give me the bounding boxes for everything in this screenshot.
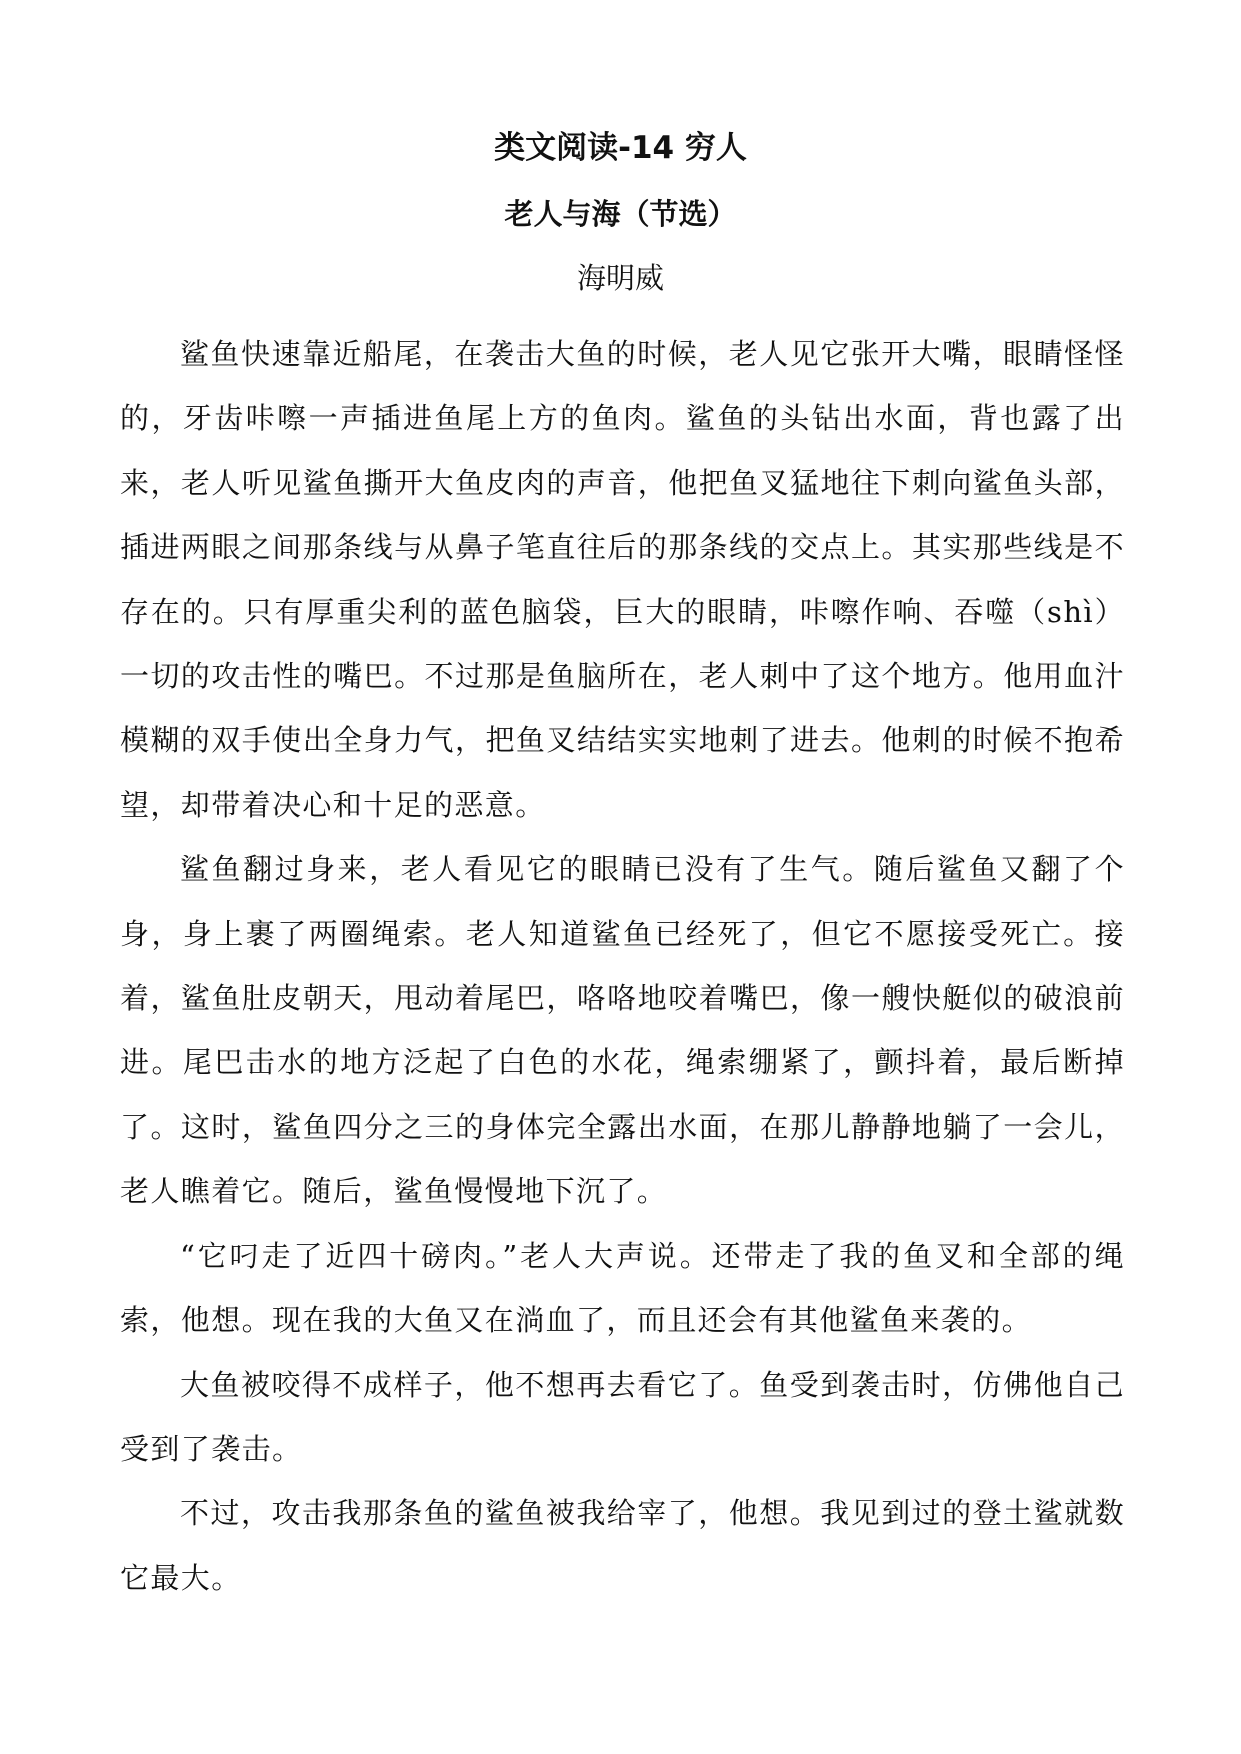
document-body — [120, 322, 1125, 1610]
paragraph-5: 不过，攻击我那条鱼的鲨鱼被我给宰了，他想。我见到过的登土鲨就数它最大。 — [120, 1496, 1125, 1595]
paragraph-2: 鲨鱼翻过身来，老人看见它的眼睛已没有了生气。随后鲨鱼又翻了个身，身上裹了两圈绳索。老人知道鲨鱼已经死了，但它不愿接受死亡。接着，鲨鱼肚皮朝天，甩动着尾巴，咯咯地咬着嘴巴，像一艘快艇似的破浪前进。尾巴击水的地方泛起了白色的水花，绳索绷紧了，颤抖着，最后断掉了。这时，鲨鱼四分之三的身体完全露出水面，在那儿静静地躺了一会儿，老人瞧着它。随后，鲨鱼慢慢地下沉了。 — [120, 852, 1125, 1209]
document-title: 类文阅读-14 穷人 — [494, 130, 747, 166]
paragraph-1: 鲨鱼快速靠近船尾，在袭击大鱼的时候，老人见它张开大嘴，眼睛怪怪的，牙齿咔嚓一声插进鱼尾上方的鱼肉。鲨鱼的头钻出水面，背也露了出来，老人听见鲨鱼撕开大鱼皮肉的声音，他把鱼叉猛地往下刺向鲨鱼头部，插进两眼之间那条线与从鼻子笔直往后的那条线的交点上。其实那些线是不存在的。只有厚重尖利的蓝色脑袋，巨大的眼睛，咔嚓作响、吞噬（shì）一切的攻击性的嘴巴。不过那是鱼脑所在，老人刺中了这个地方。他用血汁模糊的双手使出全身力气，把鱼叉结结实实地刺了进去。他刺的时候不抱希望，却带着决心和十足的恶意。 — [120, 337, 1125, 822]
paragraph-4: 大鱼被咬得不成样子，他不想再去看它了。鱼受到袭击时，仿佛他自己受到了袭击。 — [120, 1367, 1125, 1466]
paragraph-3: “它叼走了近四十磅肉。”老人大声说。还带走了我的鱼叉和全部的绳索，他想。现在我的大鱼又在淌血了，而且还会有其他鲨鱼来袭的。 — [120, 1238, 1125, 1338]
document-author: 海明威 — [576, 261, 664, 295]
document-subtitle: 老人与海（节选） — [504, 197, 737, 231]
